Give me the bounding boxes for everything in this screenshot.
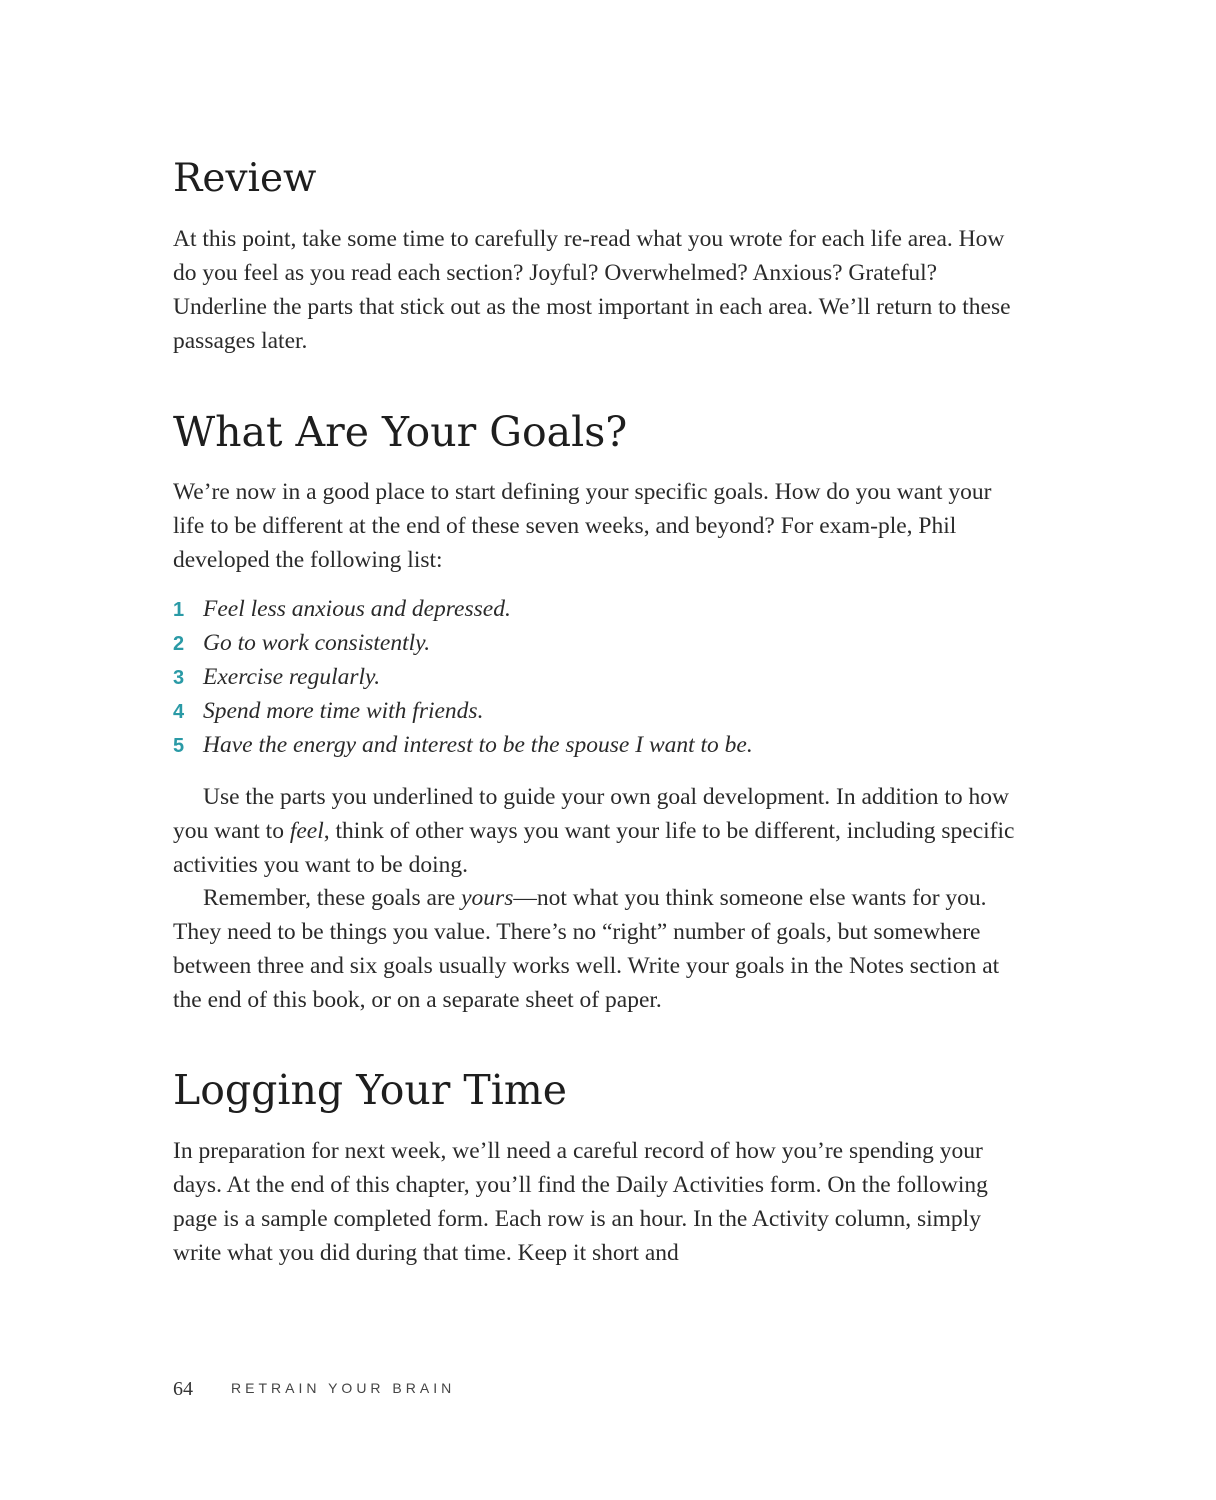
list-item: [173, 660, 753, 694]
list-number: 2: [173, 633, 185, 655]
list-number: 3: [173, 667, 185, 689]
list-item: [173, 626, 753, 660]
list-number: 5: [173, 735, 185, 757]
text-run: , think of other ways you want your life to be different, including specific activities you want to be doing.: [173, 818, 1015, 878]
list-item-text: Have the energy and interest to be the spouse I want to be.: [203, 732, 753, 758]
list-item-text: Exercise regularly.: [203, 664, 381, 690]
goals-intro-paragraph: We’re now in a good place to start defining your specific goals. How do you want your life to be different at the end of these seven weeks, and beyond? For exam-ple, Phil developed the following list:: [173, 479, 992, 573]
remember-paragraph: [173, 881, 1028, 1017]
text-run: Use the parts you underlined to guide your own goal development. In addition to how you want to: [173, 784, 1010, 844]
list-item: [173, 694, 753, 728]
section-heading-review: Review: [173, 156, 317, 201]
page-number: 64: [173, 1378, 193, 1400]
page-footer: [173, 1378, 455, 1401]
list-item: [173, 592, 753, 626]
goals-list: [173, 592, 753, 762]
goal-development-paragraph: [173, 780, 1028, 882]
emphasis-text: feel: [289, 818, 324, 844]
running-head: RETRAIN YOUR BRAIN: [231, 1380, 456, 1396]
text-run: —not what you think someone else wants for you. They need to be things you value. There’s no “right” number of goals, but somewhere between three and six goals usually works well. Write your goals in the Notes section at the end of this book, or on a separate sheet of paper.: [173, 885, 1000, 1013]
list-item-text: Spend more time with friends.: [203, 698, 484, 724]
logging-paragraph: In preparation for next week, we’ll need a careful record of how you’re spending your days. At the end of this chapter, you’ll find the Daily Activities form. On the following page is a sample completed form. Each row is an hour. In the Activity column, simply write what you did during that time. Keep it short and: [173, 1138, 988, 1266]
list-item-text: Go to work consistently.: [203, 630, 431, 656]
list-number: 1: [173, 599, 185, 621]
list-number: 4: [173, 701, 185, 723]
list-item: [173, 728, 753, 762]
review-paragraph: At this point, take some time to carefully re-read what you wrote for each life area. How do you feel as you read each section? Joyful? Overwhelmed? Anxious? Grateful? Underline the parts that stick out as the most important in each area. We’ll return to these passages later.: [173, 226, 1011, 354]
section-heading-goals: What Are Your Goals?: [173, 408, 628, 456]
section-heading-logging: Logging Your Time: [173, 1066, 568, 1114]
list-item-text: Feel less anxious and depressed.: [203, 596, 511, 622]
text-run: Remember, these goals are: [203, 885, 462, 911]
emphasis-text: yours: [461, 885, 514, 911]
